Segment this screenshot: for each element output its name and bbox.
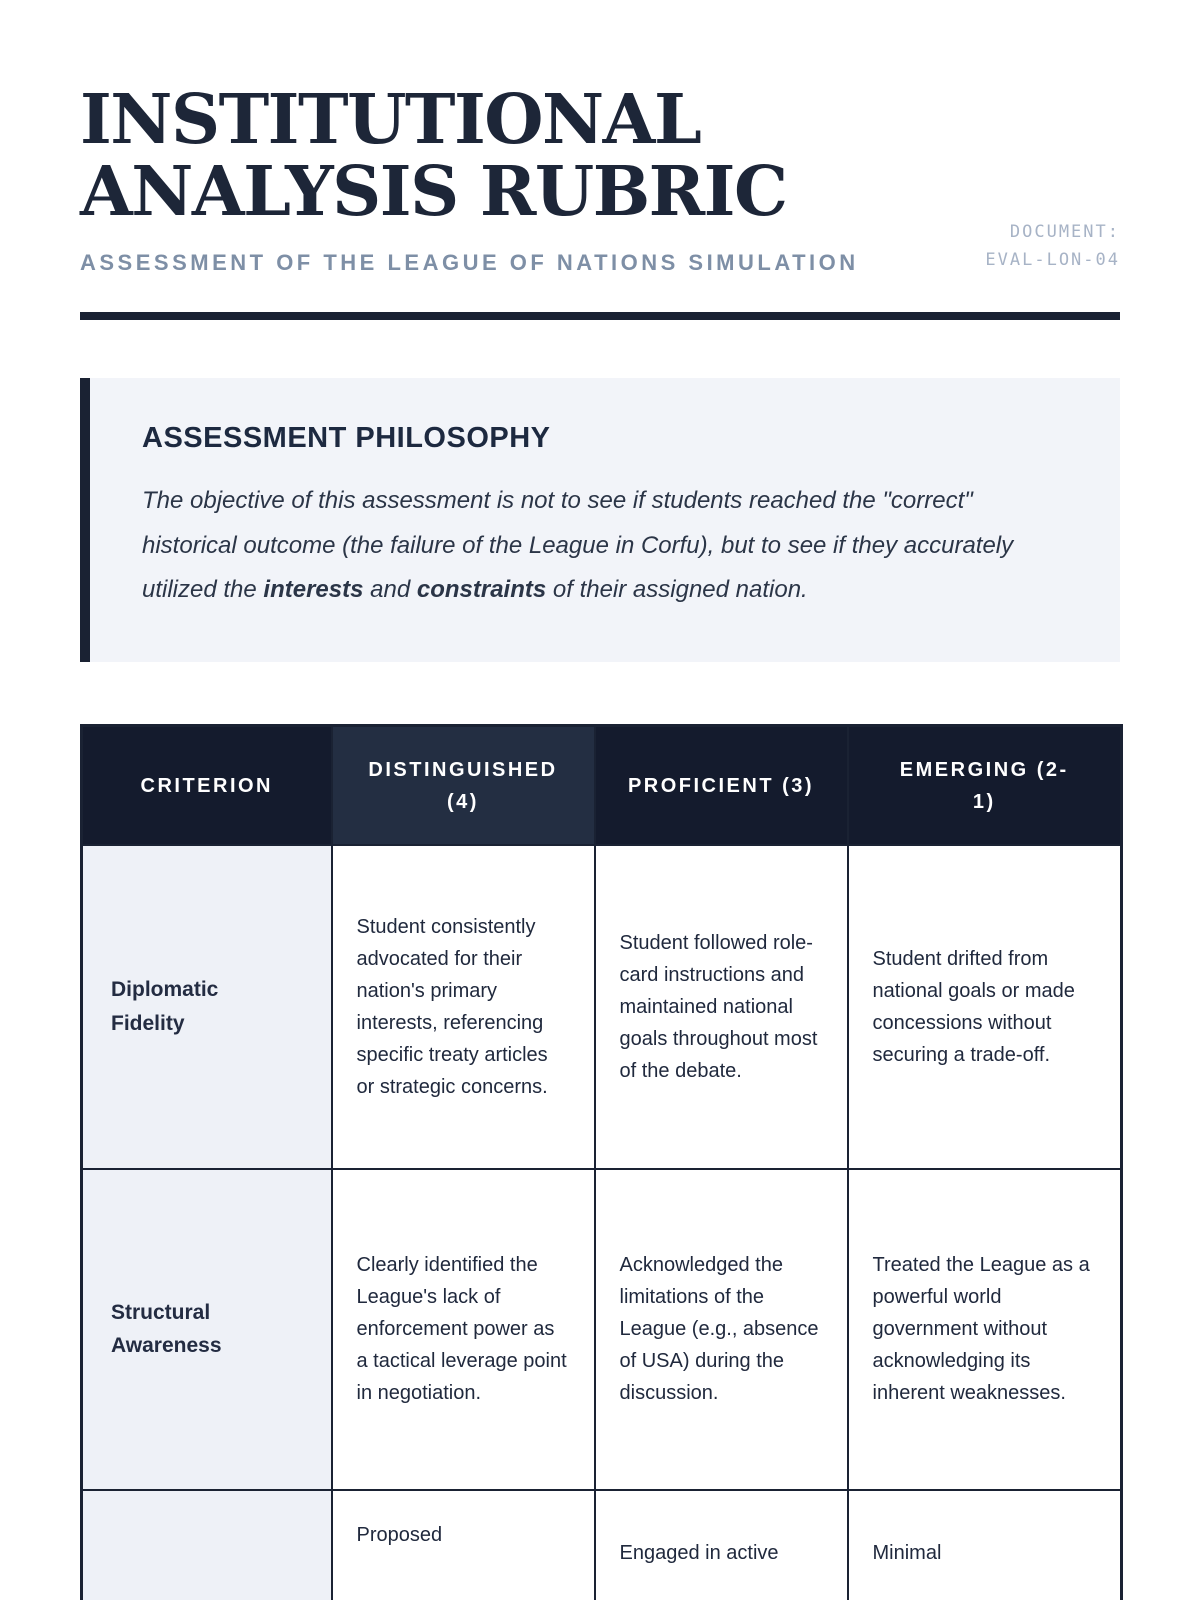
criterion-cell	[82, 1490, 332, 1600]
document-meta-id: EVAL-LON-04	[985, 250, 1120, 271]
document-meta-label: DOCUMENT:	[1009, 222, 1120, 243]
column-header-distinguished-label: DISTINGUISHED (4)	[368, 758, 558, 813]
proficient-cell: Engaged in active	[595, 1490, 848, 1600]
column-header-proficient	[595, 726, 848, 845]
proficient-cell: Acknowledged the limitations of the League (e.g., absence of USA) during the discussion.	[595, 1169, 848, 1490]
page-title: INSTITUTIONAL ANALYSIS RUBRIC	[80, 80, 787, 233]
title-block	[80, 80, 900, 276]
document-meta	[985, 218, 1120, 276]
header-divider	[80, 312, 1120, 320]
rubric-table-head	[82, 726, 1122, 845]
proficient-cell: Student followed role-card instructions and maintained national goals throughout most of the debate.	[595, 845, 848, 1169]
column-header-proficient-label: PROFICIENT (3)	[627, 774, 815, 797]
philosophy-body	[142, 479, 1042, 612]
criterion-cell	[82, 845, 332, 1169]
header-row	[82, 726, 1122, 845]
emerging-cell: Student drifted from national goals or made concessions without securing a trade-off.	[848, 845, 1122, 1169]
table-row-partial	[82, 1490, 1122, 1600]
philosophy-heading: ASSESSMENT PHILOSOPHY	[142, 422, 551, 455]
philosophy-panel	[80, 378, 1120, 662]
criterion-cell	[82, 1169, 332, 1490]
column-header-distinguished	[332, 726, 595, 845]
criterion-label: Structural Awareness	[111, 1300, 222, 1358]
document-header	[80, 80, 1120, 276]
table-row-diplomatic-fidelity	[82, 845, 1122, 1169]
emerging-cell: Treated the League as a powerful world government without acknowledging its inherent weaknesses.	[848, 1169, 1122, 1490]
distinguished-cell: Clearly identified the League's lack of enforcement power as a tactical leverage point in negotiation.	[332, 1169, 595, 1490]
column-header-emerging-label: EMERGING (2-1)	[899, 758, 1069, 813]
philosophy-text-part2: and	[363, 575, 417, 603]
table-row-structural-awareness	[82, 1169, 1122, 1490]
rubric-table-body	[82, 845, 1122, 1600]
column-header-criterion	[82, 726, 332, 845]
column-header-emerging	[848, 726, 1122, 845]
emerging-cell: Minimal	[848, 1490, 1122, 1600]
column-header-criterion-label: CRITERION	[140, 774, 273, 797]
philosophy-text-part3: of their assigned nation.	[546, 575, 808, 603]
criterion-label: Diplomatic Fidelity	[111, 978, 219, 1035]
distinguished-cell: Proposed	[332, 1490, 595, 1600]
distinguished-cell: Student consistently advocated for their nation's primary interests, referencing specific treaty articles or strategic concerns.	[332, 845, 595, 1169]
philosophy-text-part1: The objective of this assessment is not to see if students reached the "correct" historical outcome (the failure of the League in Corfu), but to see if they accurately utilized the	[142, 487, 1014, 603]
philosophy-bold-interests: interests	[263, 575, 364, 603]
philosophy-bold-constraints: constraints	[416, 575, 547, 603]
page-subtitle: ASSESSMENT OF THE LEAGUE OF NATIONS SIMULATION	[80, 250, 859, 276]
rubric-table	[80, 724, 1123, 1600]
